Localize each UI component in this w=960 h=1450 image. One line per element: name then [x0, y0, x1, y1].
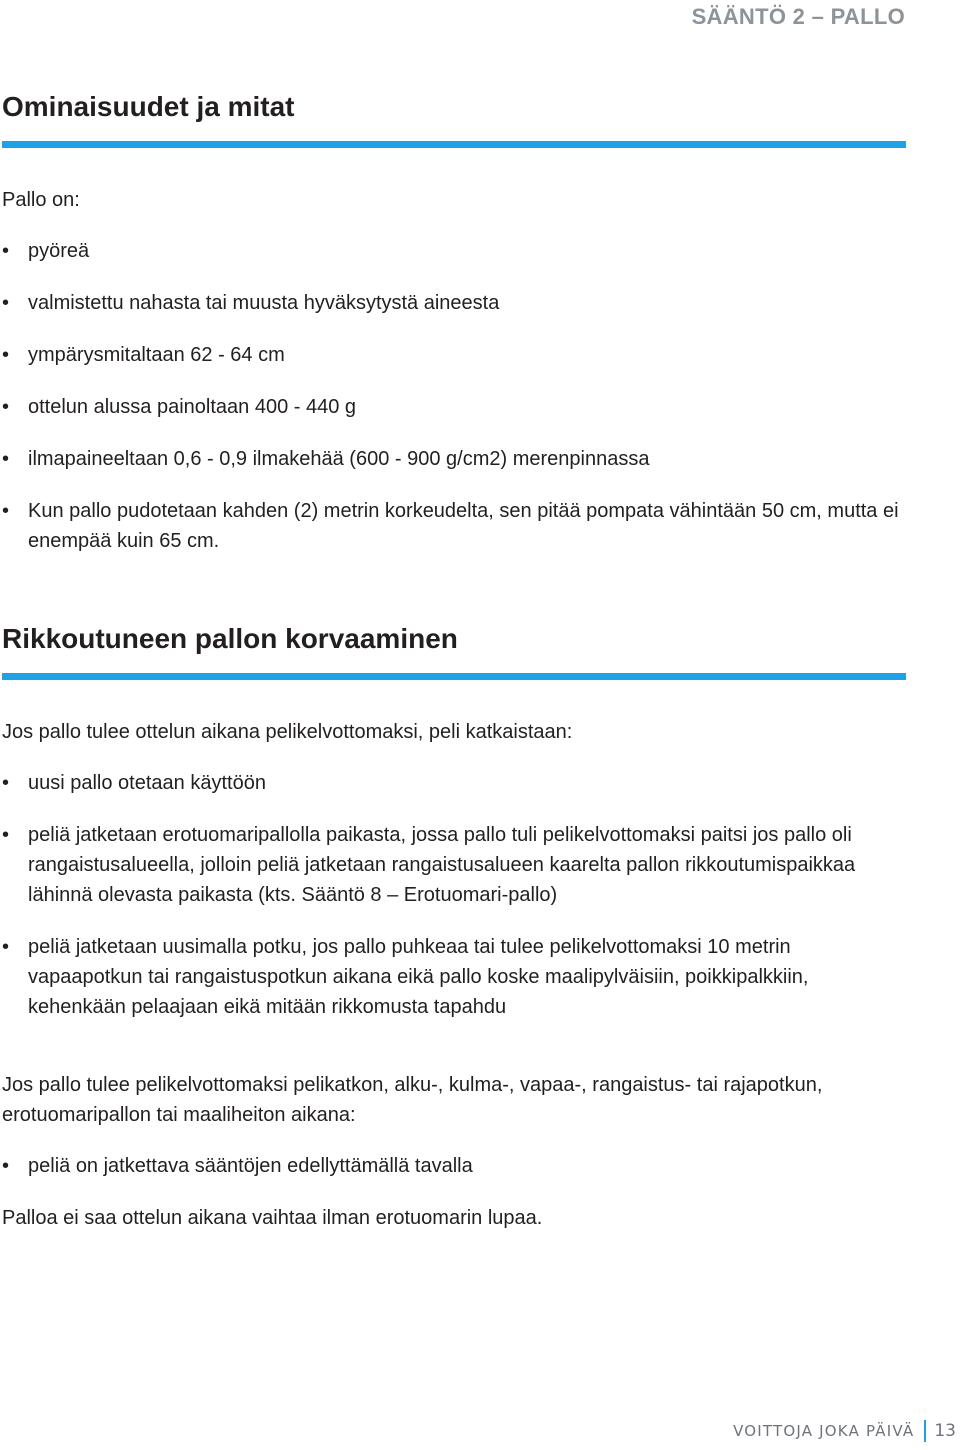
section-rule-properties	[2, 141, 906, 148]
list-item: • peliä jatketaan erotuomaripallolla paikasta, jossa pallo tuli pelikelvottomaksi paitsi jos pallo oli rangaistusalueella, jolloin peliä jatketaan rangaistusalueen kaarelta pallon rikkoutumispaikkaa lähinnä olevasta paikasta (kts. Sääntö 8 – Erotuomari-pallo)	[2, 820, 902, 910]
bullet-icon: •	[2, 500, 10, 522]
bullet-icon: •	[2, 344, 10, 366]
bullet-icon: •	[2, 240, 10, 262]
list-item: • peliä jatketaan uusimalla potku, jos pallo puhkeaa tai tulee pelikelvottomaksi 10 metrin vapaapotkun tai rangaistuspotkun aikana eikä pallo koske maalipylväisiin, poikkipalkkiin, kehenkään pelaajaan eikä mitään rikkomusta tapahdu	[2, 932, 902, 1022]
running-head: SÄÄNTÖ 2 – PALLO	[691, 4, 905, 29]
bullet-icon: •	[2, 936, 10, 958]
section-title-properties: Ominaisuudet ja mitat	[2, 91, 295, 122]
section-rule-replacement	[2, 673, 906, 680]
list-item: • peliä on jatkettava sääntöjen edellyttämällä tavalla	[2, 1151, 902, 1181]
list-item: • ottelun alussa painoltaan 400 - 440 g	[2, 392, 902, 422]
replacement-list-2	[2, 1151, 902, 1181]
replacement-list	[2, 768, 902, 1022]
list-item: • ympärysmitaltaan 62 - 64 cm	[2, 340, 902, 370]
section-title-replacement: Rikkoutuneen pallon korvaaminen	[2, 623, 458, 654]
page-number: 13	[934, 1421, 956, 1441]
footer-divider	[924, 1420, 926, 1442]
bullet-icon: •	[2, 292, 10, 314]
list-item: • ilmapaineeltaan 0,6 - 0,9 ilmakehää (600 - 900 g/cm2) merenpinnassa	[2, 444, 902, 474]
replacement-intro: Jos pallo tulee ottelun aikana pelikelvottomaksi, peli katkaistaan:	[2, 721, 573, 743]
section-replacement	[2, 622, 906, 656]
list-item: • uusi pallo otetaan käyttöön	[2, 768, 902, 798]
page-footer	[733, 1420, 956, 1442]
bullet-icon: •	[2, 772, 10, 794]
bullet-icon: •	[2, 824, 10, 846]
list-item: • pyöreä	[2, 236, 902, 266]
closing-note: Palloa ei saa ottelun aikana vaihtaa ilman erotuomarin lupaa.	[2, 1207, 543, 1229]
list-item: • Kun pallo pudotetaan kahden (2) metrin korkeudelta, sen pitää pompata vähintään 50 cm, mutta ei enempää kuin 65 cm.	[2, 496, 902, 556]
section-properties	[2, 90, 906, 124]
properties-list	[2, 236, 902, 556]
list-item: • valmistettu nahasta tai muusta hyväksytystä aineesta	[2, 288, 902, 318]
bullet-icon: •	[2, 1155, 10, 1177]
replacement-para: Jos pallo tulee pelikelvottomaksi pelikatkon, alku-, kulma-, vapaa-, rangaistus- tai rajapotkun, erotuomaripallon tai maaliheiton aikana:	[2, 1074, 823, 1126]
bullet-icon: •	[2, 448, 10, 470]
properties-intro: Pallo on:	[2, 189, 80, 211]
footer-brand: VOITTOJA JOKA PÄIVÄ	[733, 1422, 915, 1440]
bullet-icon: •	[2, 396, 10, 418]
